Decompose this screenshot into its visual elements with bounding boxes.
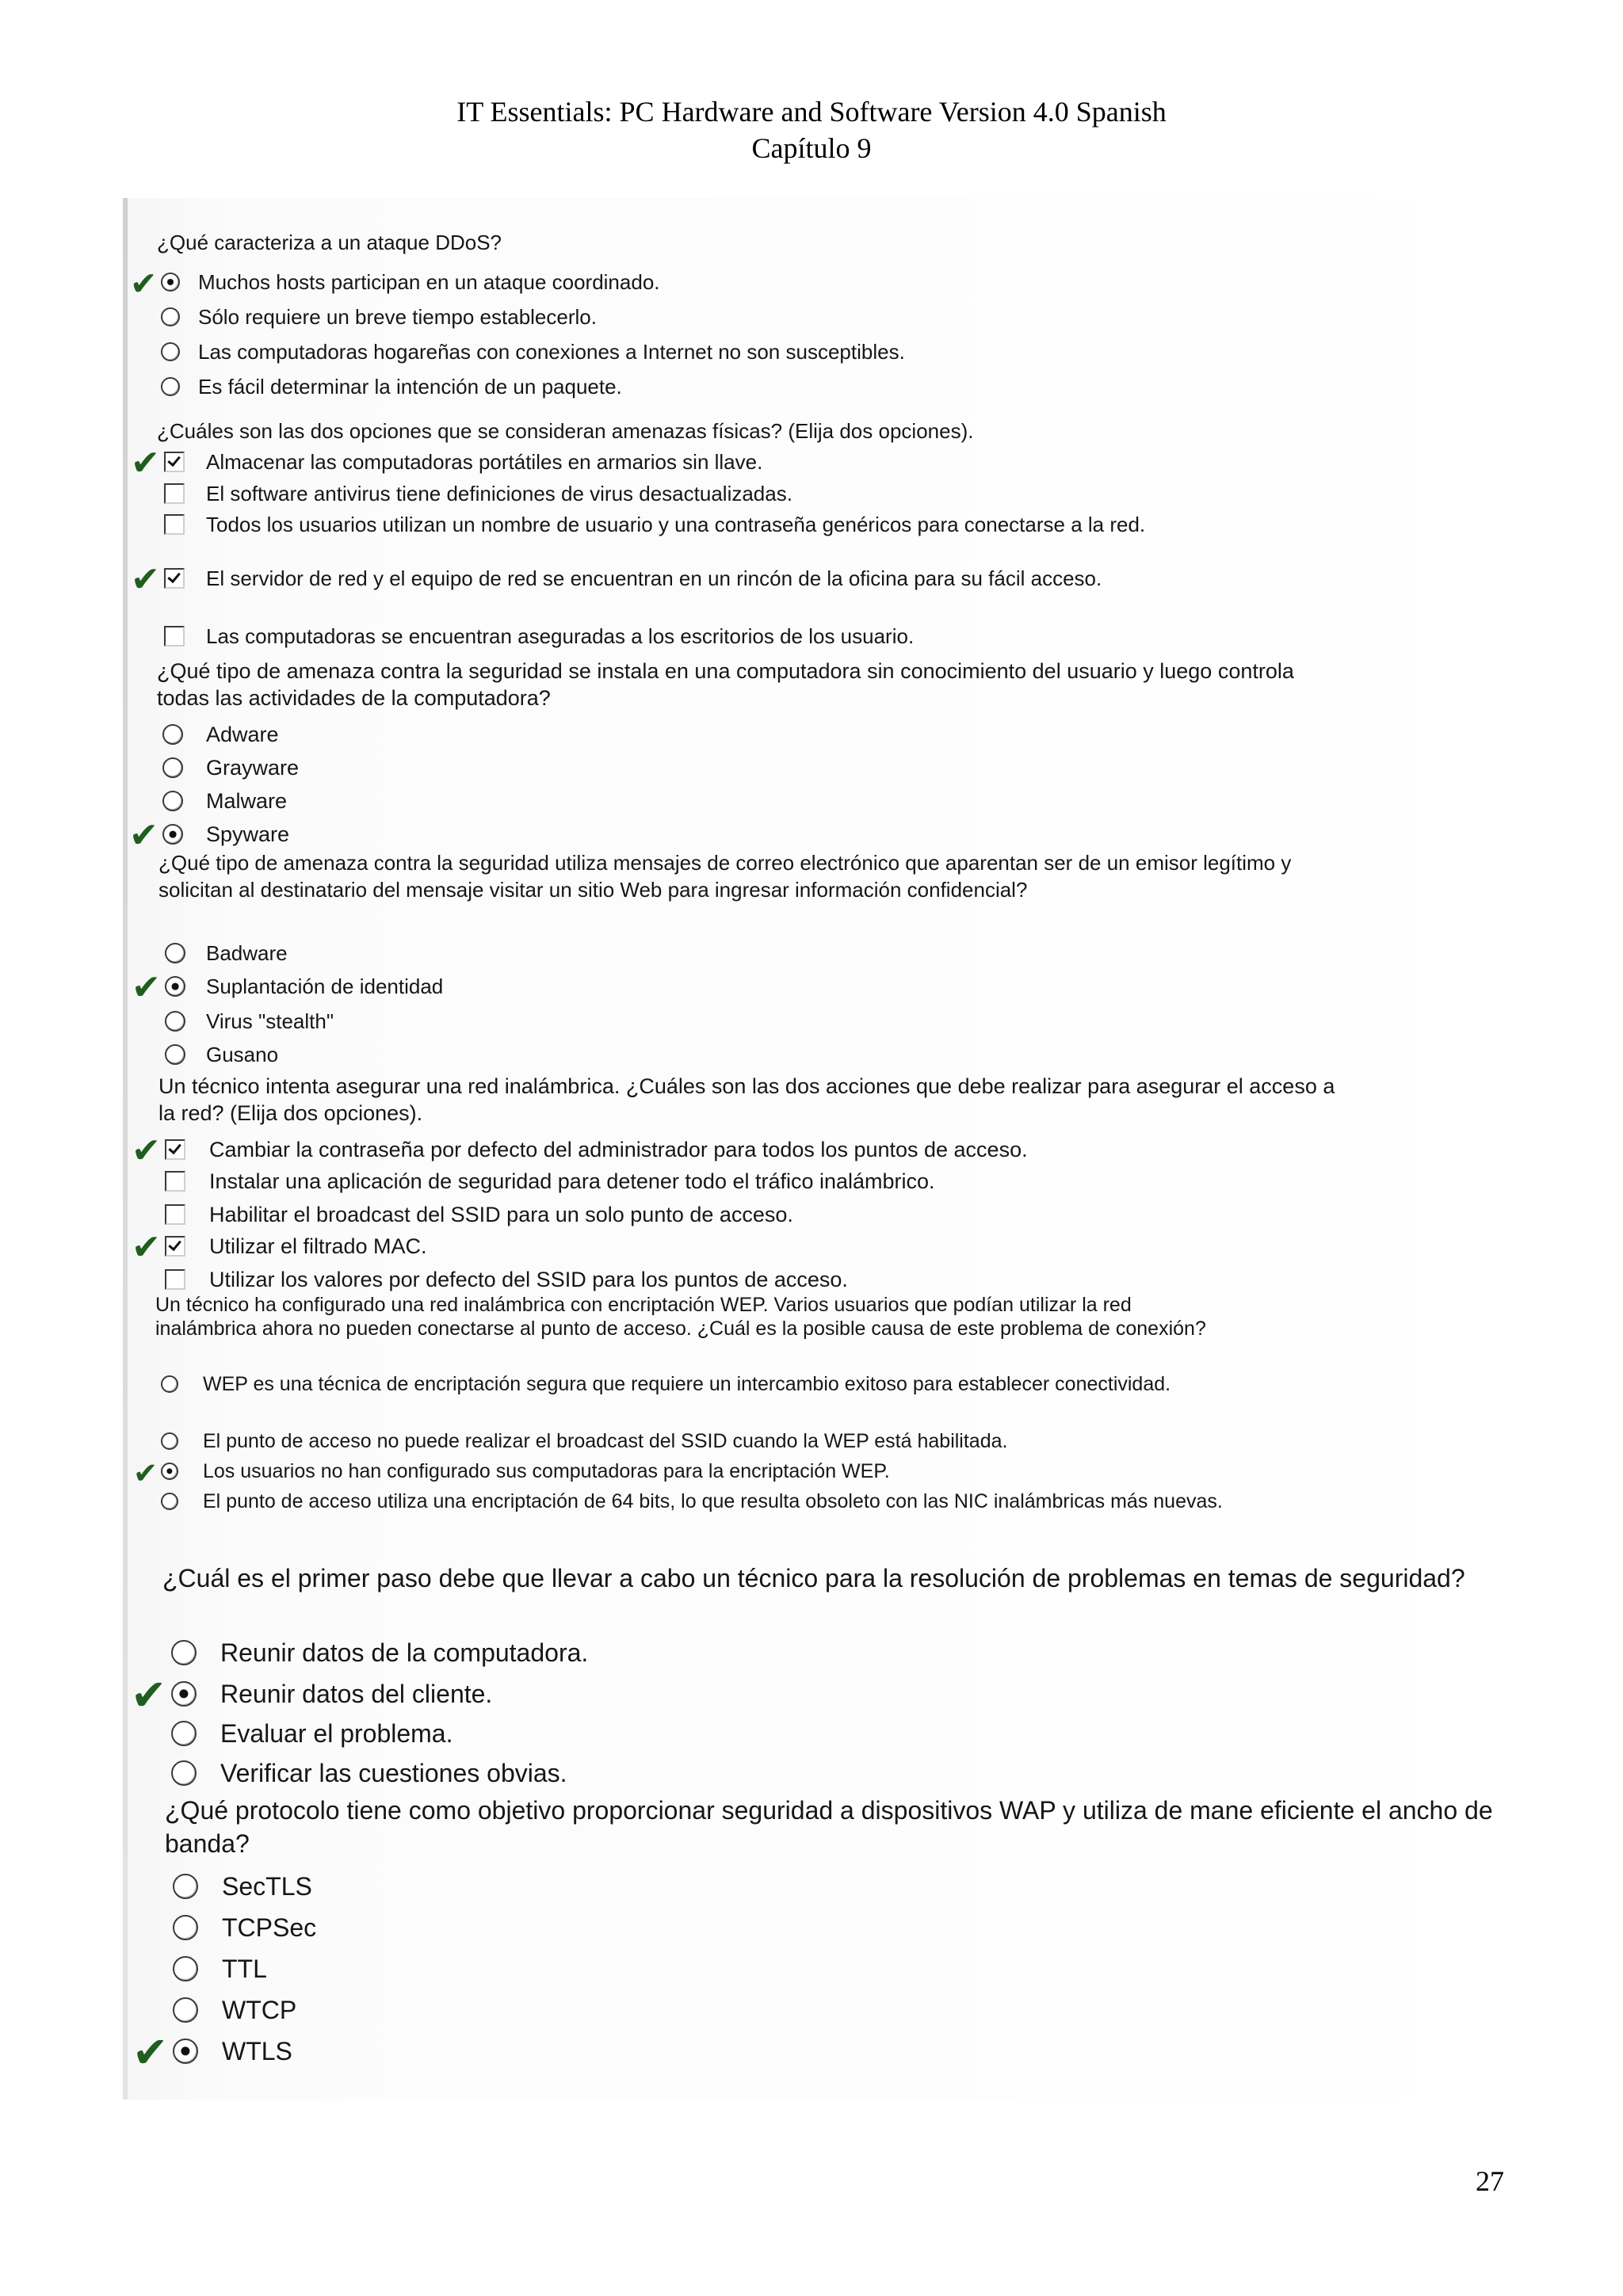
checkbox[interactable] <box>165 1204 185 1225</box>
radio-button[interactable] <box>165 976 185 997</box>
option-label: Las computadoras hogareñas con conexiones a Internet no son susceptibles. <box>198 340 905 364</box>
radio-button[interactable] <box>161 1432 178 1450</box>
radio-button[interactable] <box>171 1681 197 1707</box>
option-label: El software antivirus tiene definiciones de virus desactualizadas. <box>206 482 792 505</box>
radio-button[interactable] <box>173 2039 198 2064</box>
option-label: El servidor de red y el equipo de red se encuentran en un rincón de la oficina para su fácil acceso. <box>206 566 1102 590</box>
radio-button[interactable] <box>161 342 180 361</box>
question-text: ¿Qué caracteriza a un ataque DDoS? <box>157 231 502 254</box>
checkbox[interactable] <box>165 1236 185 1257</box>
radio-button[interactable] <box>173 1956 198 1981</box>
radio-button[interactable] <box>171 1721 197 1746</box>
correct-checkmark-icon: ✔ <box>132 2027 169 2077</box>
option-label: WTCP <box>222 1996 297 2024</box>
option-label: WEP es una técnica de encriptación segura que requiere un intercambio exitoso para establecer conectividad. <box>203 1373 1171 1395</box>
radio-button[interactable] <box>165 1011 185 1032</box>
option-label: Habilitar el broadcast del SSID para un solo punto de acceso. <box>209 1203 793 1226</box>
radio-button[interactable] <box>173 1915 198 1940</box>
checkbox[interactable] <box>165 1269 185 1290</box>
option-label: Sólo requiere un breve tiempo establecerlo. <box>198 305 597 329</box>
question-text: ¿Cuáles son las dos opciones que se consideran amenazas físicas? (Elija dos opciones). <box>157 419 974 443</box>
option-label: Muchos hosts participan en un ataque coordinado. <box>198 270 660 294</box>
option-label: El punto de acceso no puede realizar el broadcast del SSID cuando la WEP está habilitada. <box>203 1430 1008 1452</box>
radio-button[interactable] <box>171 1760 197 1786</box>
option-label: WTLS <box>222 2037 292 2065</box>
checkbox[interactable] <box>164 452 185 472</box>
correct-checkmark-icon: ✔ <box>131 443 160 483</box>
option-label: Todos los usuarios utilizan un nombre de usuario y una contraseña genéricos para conectarse a la red. <box>206 513 1146 536</box>
question-text: ¿Qué protocolo tiene como objetivo proporcionar seguridad a dispositivos WAP y utiliza de mane eficiente el ancho de banda? <box>165 1796 1493 1858</box>
option-label: Almacenar las computadoras portátiles en armarios sin llave. <box>206 450 763 474</box>
correct-checkmark-icon: ✔ <box>132 1227 161 1268</box>
option-label: Reunir datos de la computadora. <box>220 1638 589 1667</box>
option-label: Instalar una aplicación de seguridad para detener todo el tráfico inalámbrico. <box>209 1169 935 1193</box>
radio-button[interactable] <box>162 724 183 745</box>
option-label: Gusano <box>206 1043 279 1066</box>
checkbox[interactable] <box>164 568 185 589</box>
radio-button[interactable] <box>161 307 180 326</box>
radio-button[interactable] <box>173 1874 198 1899</box>
option-label: Grayware <box>206 756 300 780</box>
option-label: Cambiar la contraseña por defecto del administrador para todos los puntos de acceso. <box>209 1138 1028 1161</box>
option-label: Los usuarios no han configurado sus computadoras para la encriptación WEP. <box>203 1460 890 1482</box>
checkbox[interactable] <box>164 626 185 646</box>
radio-button[interactable] <box>162 791 183 811</box>
option-label: Suplantación de identidad <box>206 974 444 998</box>
radio-button[interactable] <box>161 377 180 396</box>
radio-button[interactable] <box>171 1640 197 1665</box>
correct-checkmark-icon: ✔ <box>130 265 158 303</box>
radio-button[interactable] <box>161 273 180 292</box>
option-label: SecTLS <box>222 1872 312 1901</box>
radio-button[interactable] <box>165 943 185 963</box>
page-number: 27 <box>1476 2165 1504 2197</box>
option-label: Utilizar el filtrado MAC. <box>209 1234 427 1258</box>
option-label: Es fácil determinar la intención de un paquete. <box>198 375 622 399</box>
radio-button[interactable] <box>162 824 183 845</box>
question-text: ¿Qué tipo de amenaza contra la seguridad utiliza mensajes de correo electrónico que aparentan ser de un emisor legítimo y solicitan al destinatario del mensaje visitar un sitio Web para ingresar información confidencial? <box>158 851 1292 902</box>
correct-checkmark-icon: ✔ <box>129 815 158 856</box>
page-header <box>0 93 1623 166</box>
radio-button[interactable] <box>161 1493 178 1510</box>
chapter-title: Capítulo 9 <box>751 132 872 164</box>
correct-checkmark-icon: ✔ <box>132 967 161 1008</box>
radio-button[interactable] <box>165 1044 185 1065</box>
radio-button[interactable] <box>161 1375 178 1393</box>
option-label: Badware <box>206 941 288 965</box>
checkbox[interactable] <box>165 1139 185 1160</box>
option-label: Evaluar el problema. <box>220 1719 453 1748</box>
question-text: ¿Cuál es el primer paso debe que llevar a cabo un técnico para la resolución de problemas en temas de seguridad? <box>162 1564 1465 1592</box>
option-label: Malware <box>206 789 288 813</box>
option-label: Las computadoras se encuentran aseguradas a los escritorios de los usuario. <box>206 624 915 648</box>
correct-checkmark-icon: ✔ <box>133 1456 158 1490</box>
option-label: Spyware <box>206 822 290 846</box>
option-label: TTL <box>222 1955 267 1983</box>
checkbox[interactable] <box>164 483 185 504</box>
checkbox[interactable] <box>164 514 185 535</box>
question-text: Un técnico intenta asegurar una red inalámbrica. ¿Cuáles son las dos acciones que debe realizar para asegurar el acceso a la red? (Elija dos opciones). <box>158 1074 1335 1125</box>
option-label: Adware <box>206 723 279 746</box>
option-label: Utilizar los valores por defecto del SSID para los puntos de acceso. <box>209 1268 848 1291</box>
question-text: ¿Qué tipo de amenaza contra la seguridad se instala en una computadora sin conocimiento del usuario y luego controla todas las actividades de la computadora? <box>157 659 1294 710</box>
option-label: Virus "stealth" <box>206 1009 334 1033</box>
correct-checkmark-icon: ✔ <box>132 1131 161 1171</box>
option-label: Reunir datos del cliente. <box>220 1680 493 1708</box>
correct-checkmark-icon: ✔ <box>131 1670 167 1720</box>
option-label: TCPSec <box>222 1913 317 1942</box>
document-title: IT Essentials: PC Hardware and Software Version 4.0 Spanish <box>456 96 1167 128</box>
radio-button[interactable] <box>161 1463 178 1480</box>
radio-button[interactable] <box>173 1997 198 2023</box>
checkbox[interactable] <box>165 1171 185 1192</box>
option-label: El punto de acceso utiliza una encriptación de 64 bits, lo que resulta obsoleto con las NIC inalámbricas más nuevas. <box>203 1490 1223 1512</box>
correct-checkmark-icon: ✔ <box>131 559 160 600</box>
radio-button[interactable] <box>162 757 183 778</box>
option-label: Verificar las cuestiones obvias. <box>220 1759 567 1787</box>
question-text: Un técnico ha configurado una red inalámbrica con encriptación WEP. Varios usuarios que podían utilizar la red inalámbrica ahora no pueden conectarse al punto de acceso. ¿Cuál es la posible causa de este problema de conexión? <box>155 1294 1206 1340</box>
